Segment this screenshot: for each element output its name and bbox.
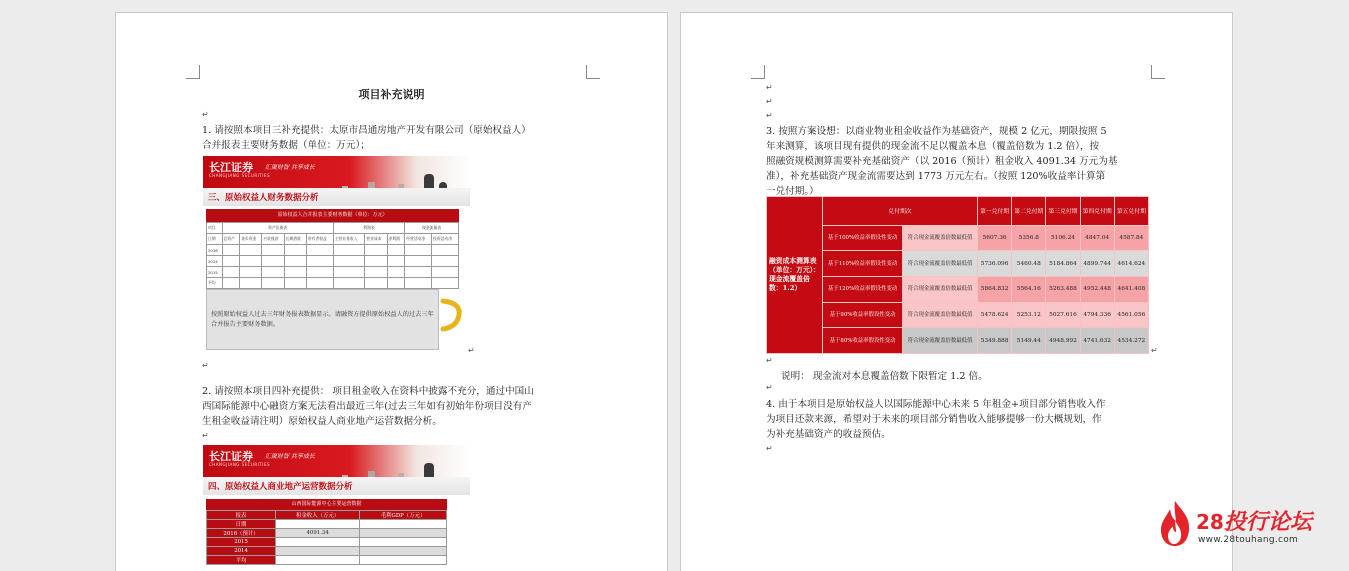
table-row: 2014 xyxy=(207,547,447,556)
table-row: 2015 xyxy=(207,538,447,547)
paragraph-mark: ↵ xyxy=(766,83,773,92)
table-row: 平均 xyxy=(207,556,447,565)
note-callout-box: 按照原始权益人过去三年财务报表数据显示。请融资方提供原始权益人的过去三年合并报告主要财务数据。 xyxy=(206,289,439,350)
slogan: 汇聚财智 共享成长 xyxy=(265,164,315,171)
operations-table-grid: 报表 租金收入（万元） 毛利GDP（万元） 日期 2016（预计） 4091.34 2015 2014 平均 xyxy=(206,510,447,565)
crop-mark xyxy=(1151,65,1165,79)
paragraph-mark: ↵ xyxy=(202,431,209,440)
site-watermark xyxy=(1152,497,1322,549)
slide-banner-1: 长江证券 CHANGJIANG SECURITIES 汇聚财智 共享成长 xyxy=(203,156,470,206)
paragraph-3: 3. 按照方案设想：以商业物业租金收益作为基础资产，规模 2 亿元，期限按照 5 年来测算，该项目现有提供的现金流不足以覆盖本息（覆盖倍数为 1.2 倍），按 照融资规模测算需要补充基础资产（以 2016（预计）租金收入 4091.34 万元为基 准），补充基础资产现金流需要达到 1773 万元左右。（按照 120%收益率计算第 一兑付期。） xyxy=(766,126,1118,197)
document-page-left xyxy=(115,12,668,571)
financial-table-grid: 项目 资产负债表 利润表 现金流量表 日期 总资产 货币资金 应收账款 长期借款 所有者权益 主营业务收入 营业成本 净利润 经营活动净 投资活动净 2016 2014 2015 平均 xyxy=(206,222,459,289)
paragraph-mark: ↵ xyxy=(766,383,773,392)
table-row: 2016 xyxy=(207,245,459,256)
document-page-right xyxy=(680,12,1233,571)
curved-arrow-icon xyxy=(439,297,463,333)
paragraph-2: 2. 请按照本项目四补充提供： 项目租金收入在资料中披露不充分，通过中国山 西国际能源中心融资方案无法看出最近三年(过去三年如有初始年份项目没有产 生租金收益请注明）原始权益人商业地产运营数据分析。 xyxy=(202,386,534,427)
table-row: 平均 xyxy=(207,278,459,289)
paragraph-4: 4. 由于本项目是原始权益人以国际能源中心未来 5 年租金+项目部分销售收入作 为项目还款来源，希望对于未来的项目部分销售收入能够提够一份大概规划，作 为补充基础资产的收益预估。 xyxy=(766,399,1106,440)
paragraph-1: 1. 请按照本项目三补充提供：太原市昌通房地产开发有限公司（原始权益人） 合并报表主要财务数据（单位：万元）； xyxy=(202,125,531,151)
paragraph-mark: ↵ xyxy=(202,110,209,119)
page-title: 项目补充说明 xyxy=(358,88,425,101)
paragraph-mark: ↵ xyxy=(202,361,209,370)
brand-logo: 长江证券 xyxy=(209,450,253,463)
table-row: 2015 xyxy=(207,267,459,278)
brand-logo: 长江证券 xyxy=(209,161,253,174)
table-caption: 山西国际能源中心主要运营数据 xyxy=(291,501,362,507)
brand-name: 28投行论坛 xyxy=(1196,510,1312,535)
table-note: 说明： 现金流对本息覆盖倍数下限暂定 1.2 倍。 xyxy=(781,371,988,382)
table-row: 2016（预计） 4091.34 xyxy=(207,529,447,538)
paragraph-mark: ↵ xyxy=(766,356,773,365)
crop-mark xyxy=(186,65,200,79)
paragraph-mark: ↵ xyxy=(1151,346,1158,355)
operations-data-table xyxy=(206,499,447,565)
paragraph-mark: ↵ xyxy=(766,97,773,106)
coverage-ratio-table xyxy=(766,196,1149,354)
slogan: 汇聚财智 共享成长 xyxy=(265,453,315,460)
table-row: 基于80%收益率假设性变动 符合现金流覆盖倍数最低值 5349.888 5149.44 4948.992 4741.632 4534.272 xyxy=(767,328,1149,354)
section-title-strip: 四、原始权益人商业地产运营数据分析 xyxy=(203,477,470,495)
table-row: 2014 xyxy=(207,256,459,267)
table-row: 日期 xyxy=(207,520,447,529)
coverage-table-grid: 融资成本测算表（单位：万元）：现金流覆盖倍数：1.2） 兑付期次 第一兑付期 第二兑付期 第三兑付期 第四兑付期 第五兑付期 基于100%收益率假设性变动 符合现金流覆盖倍数最低值 5607.36 5356.8 5106.24 4847.04 4587.84 基于110%收益率假设性变动 符合现金流覆盖倍数最低值 5736.096 5460.48 5184.864 4899.744 4614.624 基于120%收益率假设性变动 符合现金流覆盖倍数最低值 5864.832 5564.16 5263.488 4952.448 4641.408 基于90%收益率假设性变动 符合现金流覆盖倍数最低值 5478.624 5253.12 5027.616 4794.336 4561.056 基于80%收益率假设性变动 符合现金流覆盖倍数最低值 5349.888 5149.44 4948.992 4741.632 4534.272 xyxy=(766,196,1149,354)
slide-banner-2: 长江证券 CHANGJIANG SECURITIES 汇聚财智 共享成长 xyxy=(203,445,470,495)
table-row: 基于90%收益率假设性变动 符合现金流覆盖倍数最低值 5478.624 5253.12 5027.616 4794.336 4561.056 xyxy=(767,302,1149,328)
table-row: 基于120%收益率假设性变动 符合现金流覆盖倍数最低值 5864.832 5564.16 5263.488 4952.448 4641.408 xyxy=(767,276,1149,302)
paragraph-mark: ↵ xyxy=(766,444,773,453)
paragraph-mark: ↵ xyxy=(468,346,475,355)
paragraph-mark: ↵ xyxy=(766,111,773,120)
table-side-label: 融资成本测算表（单位：万元）：现金流覆盖倍数：1.2） xyxy=(767,197,823,354)
table-row: 基于110%收益率假设性变动 符合现金流覆盖倍数最低值 5736.096 5460.48 5184.864 4899.744 4614.624 xyxy=(767,251,1149,277)
crop-mark xyxy=(586,65,600,79)
site-url: www.28touhang.com xyxy=(1198,535,1299,545)
flame-logo-icon xyxy=(1158,499,1192,547)
table-caption: 原始权益人合并报表主要财务数据（单位：万元） xyxy=(277,212,388,218)
section-title-strip: 三、原始权益人财务数据分析 xyxy=(203,188,470,206)
table-row: 基于100%收益率假设性变动 符合现金流覆盖倍数最低值 5607.36 5356.8 5106.24 4847.04 4587.84 xyxy=(767,225,1149,251)
crop-mark xyxy=(751,65,765,79)
financial-data-table xyxy=(206,209,459,289)
